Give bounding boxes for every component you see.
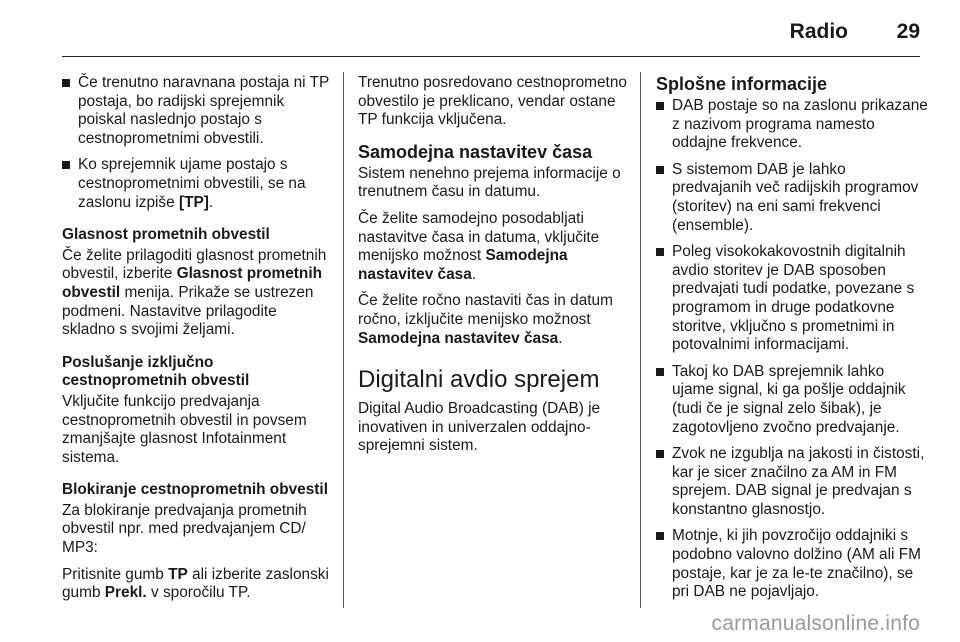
list-item: S sistemom DAB je lahko predvajanih več radijskih programov (storitev) na eni sami frekvenci (ensemble). <box>656 161 928 235</box>
list-item: DAB postaje so na zaslonu prikazane z nazivom programa namesto oddajne frekvence. <box>656 97 928 153</box>
bullet-list <box>656 97 928 602</box>
chapter-heading: Digitalni avdio sprejem <box>358 366 600 394</box>
page-header <box>62 18 920 57</box>
paragraph: Trenutno posredovano cestnoprometno obvestilo je preklicano, vendar ostane TP funkcija vključena. <box>358 74 627 129</box>
section-heading: Poslušanje izključno cestnoprometnih obvestil <box>62 353 250 390</box>
bullet-square-icon <box>62 161 70 169</box>
paragraph: Če želite samodejno posodabljati nastavitve časa in datuma, vključite menijsko možnost Samodejna nastavitev časa. <box>358 209 600 283</box>
section-heading: Glasnost prometnih obvestil <box>62 226 270 244</box>
bullet-square-icon <box>656 532 664 540</box>
paragraph: Pritisnite gumb TP ali izberite zaslonski gumb Prekl. v sporočilu TP. <box>62 565 329 602</box>
list-item: Motnje, ki jih povzročijo oddajniki s podobno valovno dolžino (AM ali FM postaje, kar je za le-te značilno), se pri DAB ne pojavljajo. <box>656 527 928 601</box>
list-item: Če trenutno naravnana postaja ni TP postaja, bo radijski sprejemnik poiskal naslednjo postajo s cestnoprometnimi obvestili. <box>62 74 332 148</box>
page-title: Radio <box>789 20 848 43</box>
list-item: Zvok ne izgublja na jakosti in čistosti, kar je sicer značilno za AM in FM sprejem. DAB signal je predvajan s konstantno glasnostjo. <box>656 445 928 519</box>
bullet-list <box>62 74 332 212</box>
column-left <box>62 74 332 611</box>
bullet-square-icon <box>656 450 664 458</box>
section-heading: Samodejna nastavitev časa <box>358 141 593 162</box>
column-divider <box>640 72 641 608</box>
column-middle <box>358 74 628 464</box>
paragraph: Če želite prilagoditi glasnost prometnih obvestil, izberite Glasnost prometnih obvestil menija. Prikaže se ustrezen podmeni. Nastavitve prilagodite skladno s svojimi željami. <box>62 246 327 339</box>
column-divider <box>343 72 344 608</box>
list-item: Ko sprejemnik ujame postajo s cestnoprometnimi obvestili, se na zaslonu izpiše [TP]. <box>62 156 332 212</box>
bullet-square-icon <box>62 79 70 87</box>
bullet-square-icon <box>656 248 664 256</box>
paragraph: Vključite funkcijo predvajanja cestnoprometnih obvestil in povsem zmanjšajte glasnost Infotainment sistema. <box>62 392 307 466</box>
paragraph: Za blokiranje predvajanja prometnih obvestil npr. med predvajanjem CD/ MP3: <box>62 501 307 557</box>
watermark: carmanualsonline.info <box>711 612 920 635</box>
paragraph: Če želite ročno nastaviti čas in datum ročno, izključite menijsko možnost Samodejna nastavitev časa. <box>358 292 613 347</box>
bullet-square-icon <box>656 368 664 376</box>
page-number: 29 <box>896 20 920 43</box>
bullet-square-icon <box>656 166 664 174</box>
column-right <box>656 74 928 610</box>
bullet-square-icon <box>656 102 664 110</box>
list-item: Takoj ko DAB sprejemnik lahko ujame signal, ki ga pošlje oddajnik (tudi če je signal zelo šibak), je zagotovljeno zvočno predvajanje. <box>656 363 928 437</box>
paragraph: Digital Audio Broadcasting (DAB) je inovativen in univerzalen oddajno-sprejemni sistem. <box>358 400 601 455</box>
section-heading: Blokiranje cestnoprometnih obvestil <box>62 481 328 499</box>
list-item: Poleg visokokakovostnih digitalnih avdio storitev je DAB sposoben predvajati tudi podatke, povezane s programom in druge podatkovne storitve, vključno s prometnimi in potovalnimi informacijami. <box>656 243 928 355</box>
paragraph: Sistem nenehno prejema informacije o trenutnem času in datumu. <box>358 164 621 201</box>
section-heading: Splošne informacije <box>656 74 828 94</box>
